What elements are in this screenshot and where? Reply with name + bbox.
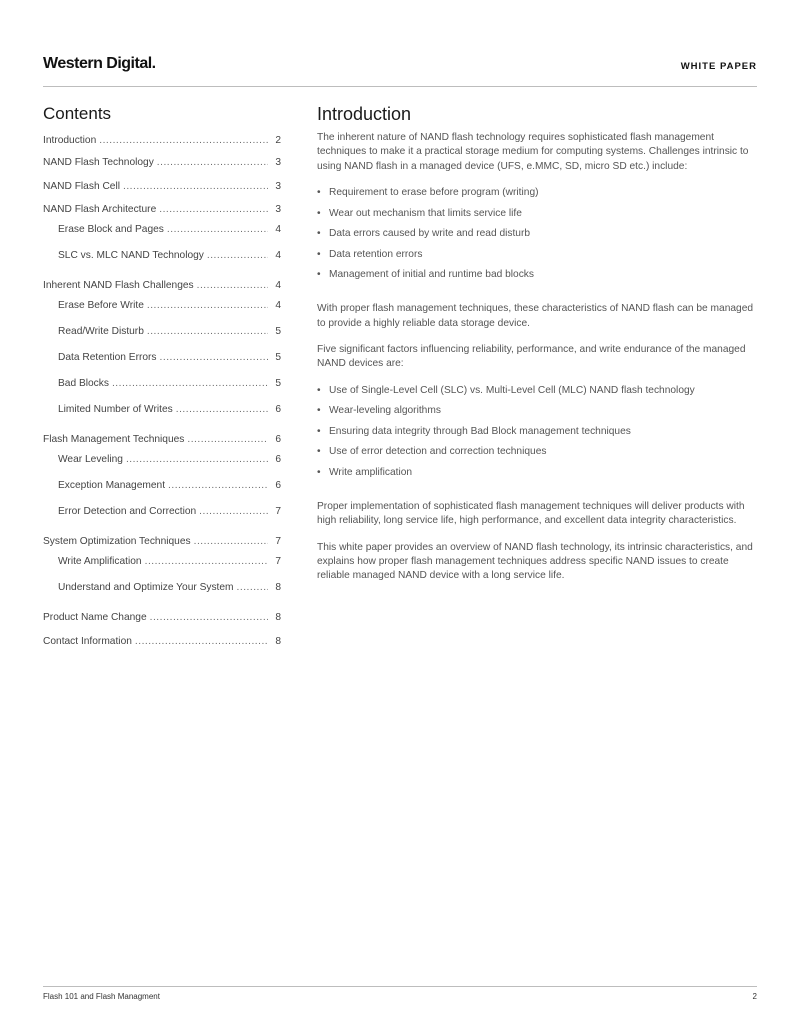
toc-leader [123,181,268,192]
bullet-icon: • [317,446,321,458]
toc-leader [150,612,268,623]
toc-label: Bad Blocks [58,378,109,389]
intro-paragraph-1: The inherent nature of NAND flash technology requires sophisticated flash management techniques to make it a practical storage medium for computing systems. Challenges intrinsic to using NAND flash in a managed device (UFS, e.MMC, SD, micro SD etc.) include: [317,132,749,172]
toc-item-read-write-disturb[interactable] [58,326,281,337]
list-item [317,227,759,241]
introduction-heading: Introduction [317,104,412,124]
introduction-section [317,104,759,584]
toc-page: 8 [275,612,281,623]
toc-page: 4 [275,300,281,311]
toc-label: SLC vs. MLC NAND Technology [58,250,204,261]
toc-leader [147,300,268,311]
toc-item-wear-leveling[interactable] [58,454,281,465]
list-item-text: Wear out mechanism that limits service life [329,207,522,219]
toc-label: Erase Before Write [58,300,144,311]
list-item-text: Requirement to erase before program (writing) [329,187,539,199]
toc-label: NAND Flash Technology [43,157,154,168]
toc-item-inherent-challenges[interactable] [43,280,281,291]
toc-item-system-optimization[interactable] [43,536,281,547]
toc-page: 5 [275,352,281,363]
toc-label: Understand and Optimize Your System [58,582,234,593]
brand-logo: Western Digital. [43,55,156,72]
list-item [317,466,759,480]
challenges-list [317,186,759,282]
toc-page: 5 [275,378,281,389]
bullet-icon: • [317,269,321,281]
toc-leader [187,434,268,445]
toc-page: 8 [275,582,281,593]
toc-label: Error Detection and Correction [58,506,197,517]
toc-leader [237,582,268,593]
list-item-text: Wear-leveling algorithms [329,405,441,417]
page-header [43,55,757,87]
toc-leader [207,250,268,261]
toc-page: 6 [275,434,281,445]
toc-page: 4 [275,224,281,235]
bullet-icon: • [317,248,321,260]
list-item-text: Use of error detection and correction techniques [329,446,547,458]
document-type-badge: WHITE PAPER [680,61,757,72]
contents-heading: Contents [43,104,112,123]
toc-label: Wear Leveling [58,454,123,465]
toc-label: NAND Flash Architecture [43,204,157,215]
footer-page-number: 2 [752,992,757,1001]
toc-page: 6 [275,404,281,415]
list-item [317,186,759,200]
toc-leader [159,204,268,215]
toc-leader [176,404,268,415]
list-item-text: Management of initial and runtime bad blocks [329,269,534,281]
bullet-icon: • [317,405,321,417]
bullet-icon: • [317,228,321,240]
toc-leader [147,326,268,337]
bullet-icon: • [317,425,321,437]
toc-page: 3 [275,181,281,192]
page-footer [43,986,757,1007]
toc-item-nand-flash-cell[interactable] [43,181,281,192]
toc-label: Inherent NAND Flash Challenges [43,280,194,291]
toc-leader [194,536,268,547]
bullet-icon: • [317,187,321,199]
toc-item-slc-vs-mlc[interactable] [58,250,281,261]
toc-item-limited-writes[interactable] [58,404,281,415]
toc-item-erase-before-write[interactable] [58,300,281,311]
list-item-text: Use of Single-Level Cell (SLC) vs. Multi-Level Cell (MLC) NAND flash technology [329,384,695,396]
toc-leader [135,636,268,647]
toc-label: Write Amplification [58,556,142,567]
toc-page: 6 [275,480,281,491]
toc-page: 7 [275,506,281,517]
footer-title: Flash 101 and Flash Managment [43,992,160,1001]
toc-label: Introduction [43,135,97,146]
toc-label: Read/Write Disturb [58,326,144,337]
toc-page: 2 [275,135,281,146]
toc-label: Flash Management Techniques [43,434,185,445]
factors-list [317,384,759,480]
intro-paragraph-2: With proper flash management techniques, these characteristics of NAND flash can be managed to provide a highly reliable data storage device. [317,303,754,329]
toc-item-write-amplification[interactable] [58,556,281,567]
toc-page: 4 [275,280,281,291]
toc-item-flash-management[interactable] [43,434,281,445]
list-item-text: Data errors caused by write and read disturb [329,228,531,240]
bullet-icon: • [317,466,321,478]
intro-paragraph-4: Proper implementation of sophisticated flash management techniques will deliver products with high reliability, long service life, high performance, and excellent data integrity characteristics. [317,500,745,527]
toc-leader [145,556,268,567]
toc-label: Product Name Change [43,612,147,623]
toc-leader [168,480,268,491]
toc-leader [197,280,268,291]
list-item [317,268,759,282]
toc-item-nand-flash-architecture[interactable] [43,204,281,215]
toc-item-data-retention-errors[interactable] [58,352,281,363]
toc-label: NAND Flash Cell [43,181,120,192]
toc-leader [199,506,268,517]
list-item [317,425,759,439]
list-item [317,404,759,418]
list-item [317,207,759,221]
intro-paragraph-3: Five significant factors influencing reliability, performance, and write endurance of the managed NAND devices are: [317,344,746,370]
toc-leader [160,352,268,363]
bullet-icon: • [317,207,321,219]
toc-label: Data Retention Errors [58,352,157,363]
toc-label: System Optimization Techniques [43,536,191,547]
list-item-text: Write amplification [329,466,413,478]
intro-paragraph-5: This white paper provides an overview of NAND flash technology, its intrinsic characteristics, and explains how proper flash management techniques address specific NAND issues to create reliable managed NAND device with a long service life. [317,541,753,582]
toc-page: 8 [275,636,281,647]
toc-item-error-detection[interactable] [58,506,281,517]
toc-item-erase-block-and-pages[interactable] [58,224,281,235]
toc-leader [99,135,268,146]
toc-label: Limited Number of Writes [58,404,173,415]
toc-page: 6 [275,454,281,465]
table-of-contents [43,104,281,647]
toc-item-bad-blocks[interactable] [58,378,281,389]
toc-item-introduction[interactable] [43,135,281,146]
toc-label: Exception Management [58,480,166,491]
toc-page: 5 [275,326,281,337]
toc-leader [167,224,268,235]
toc-label: Contact Information [43,636,132,647]
toc-page: 7 [275,536,281,547]
toc-leader [157,157,268,168]
toc-page: 4 [275,250,281,261]
list-item-text: Ensuring data integrity through Bad Block management techniques [329,425,631,437]
toc-item-product-name-change[interactable] [43,612,281,623]
toc-label: Erase Block and Pages [58,224,164,235]
toc-item-contact-information[interactable] [43,636,281,647]
toc-item-nand-flash-technology[interactable] [43,157,281,168]
toc-item-exception-management[interactable] [58,480,281,491]
toc-page: 7 [275,556,281,567]
list-item [317,445,759,459]
toc-leader [126,454,268,465]
toc-item-understand-optimize[interactable] [58,582,281,593]
list-item [317,248,759,262]
toc-page: 3 [275,204,281,215]
toc-page: 3 [275,157,281,168]
bullet-icon: • [317,384,321,396]
list-item-text: Data retention errors [329,248,423,260]
toc-leader [112,378,268,389]
list-item [317,384,759,398]
